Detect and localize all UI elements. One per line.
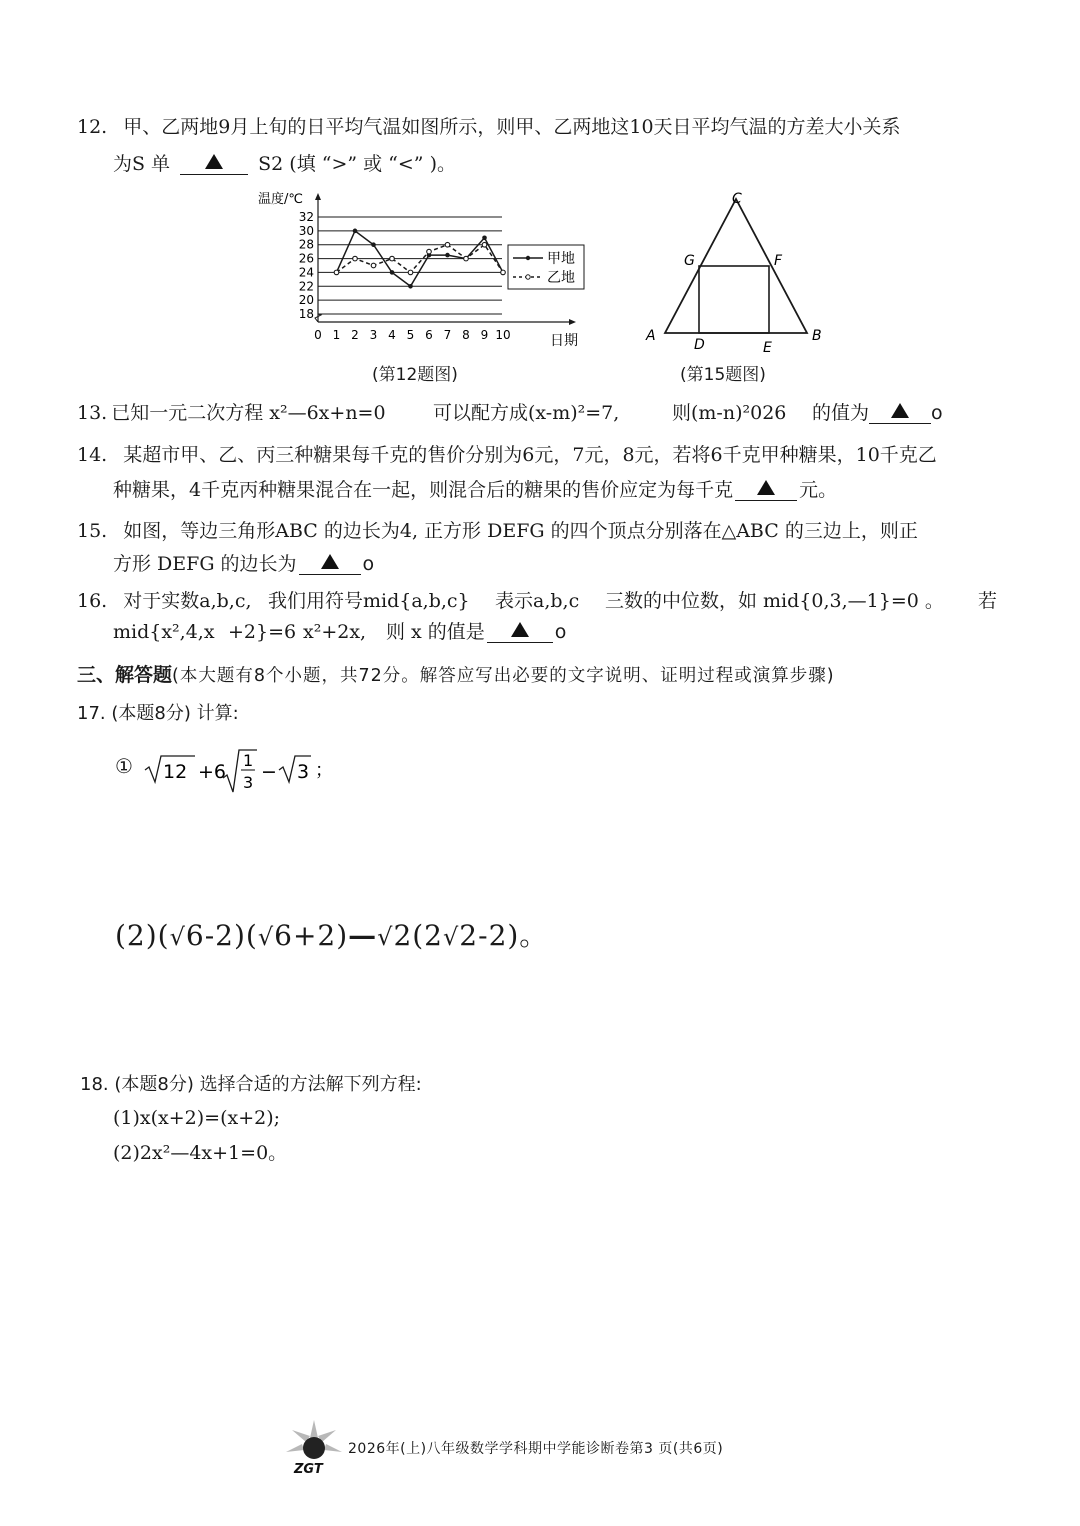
triangle-icon xyxy=(891,403,909,418)
y-tick-label: 30 xyxy=(298,223,314,238)
temperature-chart xyxy=(250,182,590,357)
square-defg xyxy=(699,266,769,333)
q12-text: 甲、乙两地9月上旬的日平均气温如图所示，则甲、乙两地这10天日平均气温的方差大小关系 xyxy=(123,116,901,138)
x-tick-label: 6 xyxy=(425,328,433,342)
q14-text-post: 元。 xyxy=(799,479,838,501)
plus-six: +6 xyxy=(198,761,227,783)
zgt-logo xyxy=(284,1418,344,1476)
y-tick-label: 24 xyxy=(298,265,314,280)
q16-line2b: +2}=6 xyxy=(228,621,297,643)
data-point xyxy=(482,242,487,247)
x-axis-label: 日期 xyxy=(550,333,578,349)
q12-text-pre: 为S 单 xyxy=(113,153,171,175)
q13-text3: 则(m-n)²026 xyxy=(672,402,787,424)
p2-seg-b: 6-2)( xyxy=(185,919,258,952)
triangle-square-figure xyxy=(640,185,840,355)
q15-line2 xyxy=(113,552,374,576)
x-tick-label: 9 xyxy=(480,328,489,342)
fraction-denominator: 3 xyxy=(243,773,254,792)
q16-text-c: 表示a,b,c xyxy=(495,590,580,612)
y-tick-label: 32 xyxy=(298,210,314,224)
check-root-icon: √ xyxy=(169,923,186,951)
section-title: 三、解答题 xyxy=(77,664,173,686)
question-number: 15. xyxy=(77,520,108,542)
fig15-caption: (第15题图) xyxy=(680,365,766,385)
q17-part1-expression xyxy=(143,748,363,794)
q17-header: 17. (本题8分) 计算: xyxy=(77,703,239,724)
q13-text1: 已知一元二次方程 x²—6x+n=0 xyxy=(111,402,386,424)
q13-text2: 可以配方成(x-m)²=7, xyxy=(433,402,620,424)
data-point xyxy=(501,270,506,275)
circle-one-mark: ① xyxy=(115,754,133,778)
q18-header: 18. (本题8分) 选择合适的方法解下列方程: xyxy=(80,1074,422,1095)
x-tick-label: 3 xyxy=(369,328,378,342)
q14-line2 xyxy=(113,478,837,502)
sun-disc xyxy=(303,1437,325,1459)
data-point xyxy=(408,270,413,275)
semicolon: ； xyxy=(315,760,333,781)
fraction-numerator: 1 xyxy=(243,751,254,770)
q13-line xyxy=(77,401,386,425)
label-a: A xyxy=(646,328,656,344)
label-f: F xyxy=(774,253,783,269)
y-tick-label: 26 xyxy=(298,251,314,266)
question-number: 14. xyxy=(77,444,108,466)
legend-marker xyxy=(526,256,530,260)
legend-label: 乙地 xyxy=(547,270,575,286)
q17-part2 xyxy=(115,916,548,957)
x-axis-arrow xyxy=(569,319,576,325)
x-tick-label: 5 xyxy=(406,328,415,342)
check-root-icon: √ xyxy=(443,923,460,951)
label-e: E xyxy=(763,340,772,355)
q16-text-d: 三数的中位数，如 mid{0,3,—1}=0 。 xyxy=(605,590,944,612)
q16-line2a: mid{x²,4,x xyxy=(113,621,215,643)
y-tick-label: 22 xyxy=(298,279,314,294)
minus-sign: − xyxy=(261,761,277,783)
y-tick-label: 18 xyxy=(298,307,314,321)
question-number: 16. xyxy=(77,590,108,612)
question-number: 13. xyxy=(77,402,108,424)
section-description: (本大题有8个小题，共72分。解答应写出必要的文字说明、证明过程或演算步骤) xyxy=(172,666,835,686)
triangle-icon xyxy=(511,622,529,637)
y-axis-label: 温度/℃ xyxy=(258,192,303,207)
answer-blank[interactable] xyxy=(487,622,553,643)
x-tick-label: 1 xyxy=(332,328,341,342)
question-number: 12. xyxy=(77,116,108,138)
q15-line1 xyxy=(77,519,918,543)
data-point xyxy=(408,284,413,289)
label-g: G xyxy=(684,253,695,269)
q14-text-pre: 种糖果，4千克丙种糖果混合在一起，则混合后的糖果的售价应定为每千克 xyxy=(113,479,734,501)
q15-end: o xyxy=(362,553,375,575)
x-tick-label: 8 xyxy=(462,328,470,342)
q16-line1 xyxy=(77,589,252,613)
q18-part1: (1)x(x+2)=(x+2); xyxy=(113,1107,281,1129)
chart-legend xyxy=(508,245,584,289)
y-tick-label: 28 xyxy=(298,237,314,252)
p2-seg-d: 2(2 xyxy=(393,919,443,952)
y-axis-arrow xyxy=(315,193,321,200)
q12-line2 xyxy=(113,152,456,176)
data-point xyxy=(390,256,395,261)
data-point xyxy=(427,249,432,254)
answer-blank[interactable] xyxy=(869,403,931,424)
q14-text: 某超市甲、乙、丙三种糖果每千克的售价分别为6元，7元，8元，若将6千克甲种糖果，10千克乙 xyxy=(123,444,937,466)
data-point xyxy=(445,242,450,247)
data-point xyxy=(464,256,469,261)
triangle-icon xyxy=(205,154,223,169)
sqrt-radicand-3: 3 xyxy=(297,761,310,783)
triangle-icon xyxy=(757,480,775,495)
check-root-icon: √ xyxy=(377,923,394,951)
q18-part2: (2)2x²—4x+1=0。 xyxy=(113,1142,288,1164)
q16-text-e: 若 xyxy=(978,590,998,612)
data-point xyxy=(482,235,487,240)
p2-minus: — xyxy=(348,919,378,952)
q15-text-pre: 方形 DEFG 的边长为 xyxy=(113,553,297,575)
q16-line2c: x²+2x, xyxy=(303,621,367,643)
label-d: D xyxy=(694,337,705,353)
logo-text: ZGT xyxy=(294,1462,323,1476)
label-b: B xyxy=(812,328,822,344)
x-tick-label: 7 xyxy=(443,328,452,342)
data-point xyxy=(353,229,358,234)
q13-answer xyxy=(812,401,943,425)
data-point xyxy=(371,242,376,247)
data-point xyxy=(334,270,339,275)
p2-seg-e: 2-2)。 xyxy=(459,919,549,952)
q13-text4: 的值为 xyxy=(812,402,870,424)
x-tick-label: 0 xyxy=(314,328,322,342)
fig12-caption: (第12题图) xyxy=(372,365,458,385)
triangle-icon xyxy=(321,554,339,569)
legend-label: 甲地 xyxy=(547,251,575,267)
q14-line1 xyxy=(77,443,937,467)
section-3-header xyxy=(77,663,835,688)
q13-end: o xyxy=(931,402,943,424)
q12-text-post: S2 (填 “>” 或 “<” )。 xyxy=(258,153,456,175)
q12-line1 xyxy=(77,115,901,139)
q15-text: 如图，等边三角形ABC 的边长为4, 正方形 DEFG 的四个顶点分别落在△ABC 的三边上，则正 xyxy=(123,520,918,542)
label-c: C xyxy=(732,191,742,207)
p2-seg-c: 6+2) xyxy=(274,919,349,952)
q16-text-pre: 则 x 的值是 xyxy=(386,621,485,643)
q16-answer xyxy=(386,620,566,644)
data-point xyxy=(445,253,450,258)
y-tick-label: 20 xyxy=(298,293,314,308)
x-tick-label: 4 xyxy=(388,328,396,342)
data-point xyxy=(353,256,358,261)
sqrt-radicand-12: 12 xyxy=(163,761,188,783)
legend-marker xyxy=(526,275,530,279)
x-tick-label: 2 xyxy=(351,328,359,342)
q16-text-b: 我们用符号mid{a,b,c} xyxy=(268,590,470,612)
page-footer: 2026年(上)八年级数学学科期中学能诊断卷第3 页(共6页) xyxy=(348,1441,724,1457)
q16-end: o xyxy=(554,621,567,643)
answer-blank[interactable] xyxy=(299,554,361,575)
check-root-icon: √ xyxy=(257,923,275,951)
q16-text-a: 对于实数a,b,c, xyxy=(123,590,252,612)
data-point xyxy=(390,270,395,275)
chart-grid xyxy=(318,217,502,314)
x-tick-label: 10 xyxy=(495,328,511,342)
answer-blank[interactable] xyxy=(735,480,797,501)
data-point xyxy=(371,263,376,268)
answer-blank[interactable] xyxy=(180,154,248,175)
p2-seg-a: (2)( xyxy=(115,919,170,952)
